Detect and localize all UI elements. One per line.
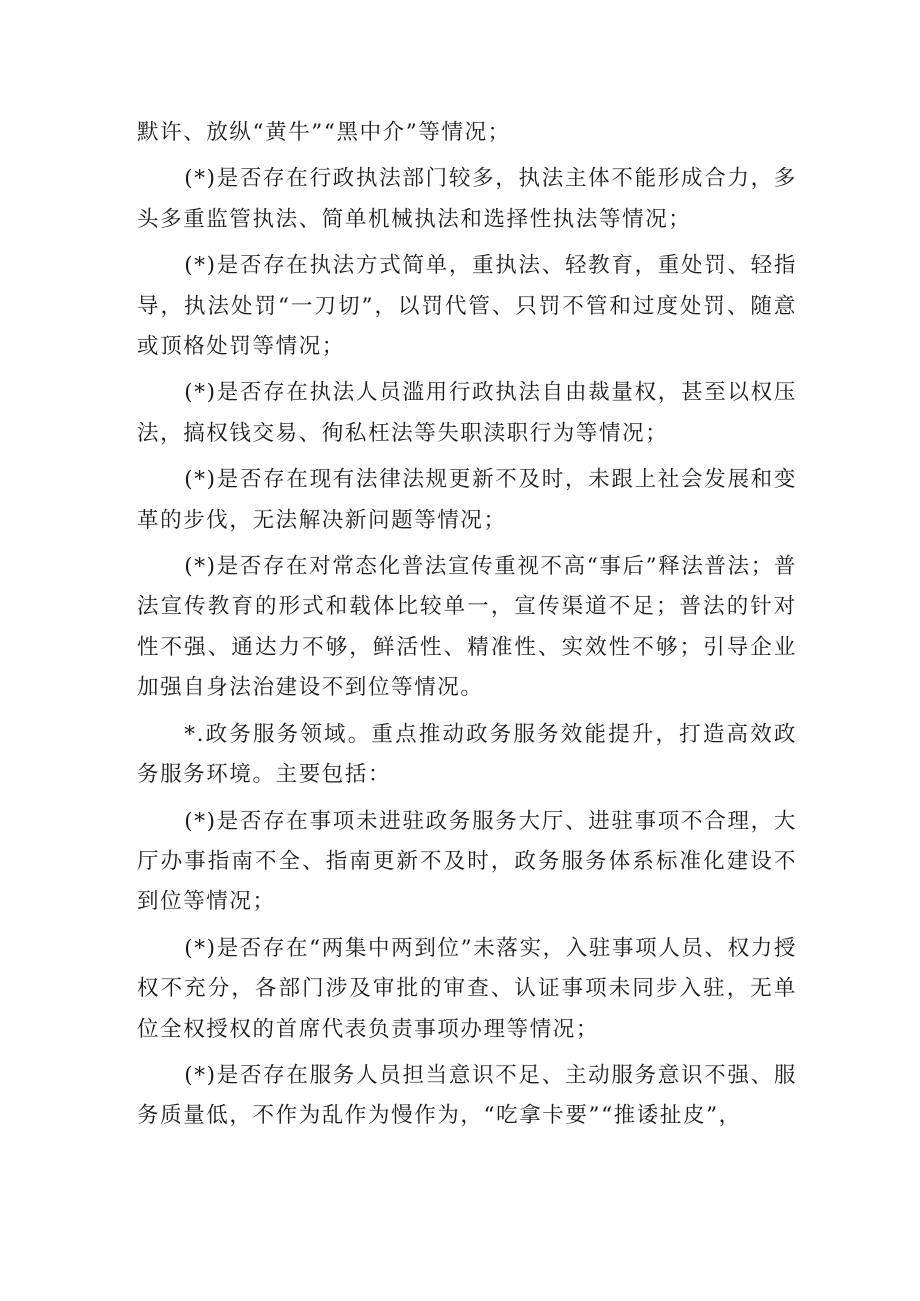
paragraph-item-discretion-abuse: (*)是否存在执法人员滥用行政执法自由裁量权，甚至以权压法，搞权钱交易、徇私枉法等失职渎职行为等情况； (137, 380, 797, 446)
paragraph-continuation: 默许、放纵“黄牛”“黑中介”等情况； (137, 120, 511, 145)
paragraph-item-enforcement-departments: (*)是否存在行政执法部门较多，执法主体不能形成合力，多头多重监管执法、简单机械执法和选择性执法等情况； (137, 166, 797, 232)
paragraph-item-legal-publicity: (*)是否存在对常态化普法宣传重视不高“事后”释法普法；普法宣传教育的形式和载体比较单一，宣传渠道不足；普法的针对性不强、通达力不够，鲜活性、精准性、实效性不够；引导企业加强自身法治建设不到位等情况。 (137, 554, 797, 701)
paragraph-section-government-services: *.政务服务领域。重点推动政务服务效能提升，打造高效政务服务环境。主要包括： (137, 721, 797, 788)
paragraph-item-law-updates: (*)是否存在现有法律法规更新不及时，未跟上社会发展和变革的步伐，无法解决新问题等情况； (137, 467, 797, 533)
paragraph-item-two-concentrations: (*)是否存在“两集中两到位”未落实，入驻事项人员、权力授权不充分，各部门涉及审批的审查、认证事项未同步入驻，无单位全权授权的首席代表负责事项办理等情况； (137, 935, 797, 1042)
paragraph-item-service-staff: (*)是否存在服务人员担当意识不足、主动服务意识不强、服务质量低，不作为乱作为慢作为，“吃拿卡要”“推诿扯皮”， (137, 1062, 797, 1129)
paragraph-item-service-hall: (*)是否存在事项未进驻政务服务大厅、进驻事项不合理，大厅办事指南不全、指南更新不及时，政务服务体系标准化建设不到位等情况； (137, 808, 797, 915)
document-body (137, 113, 797, 1137)
paragraph-item-enforcement-methods: (*)是否存在执法方式简单，重执法、轻教育，重处罚、轻指导，执法处罚“一刀切”，以罚代管、只罚不管和过度处罚、随意或顶格处罚等情况； (137, 253, 797, 360)
